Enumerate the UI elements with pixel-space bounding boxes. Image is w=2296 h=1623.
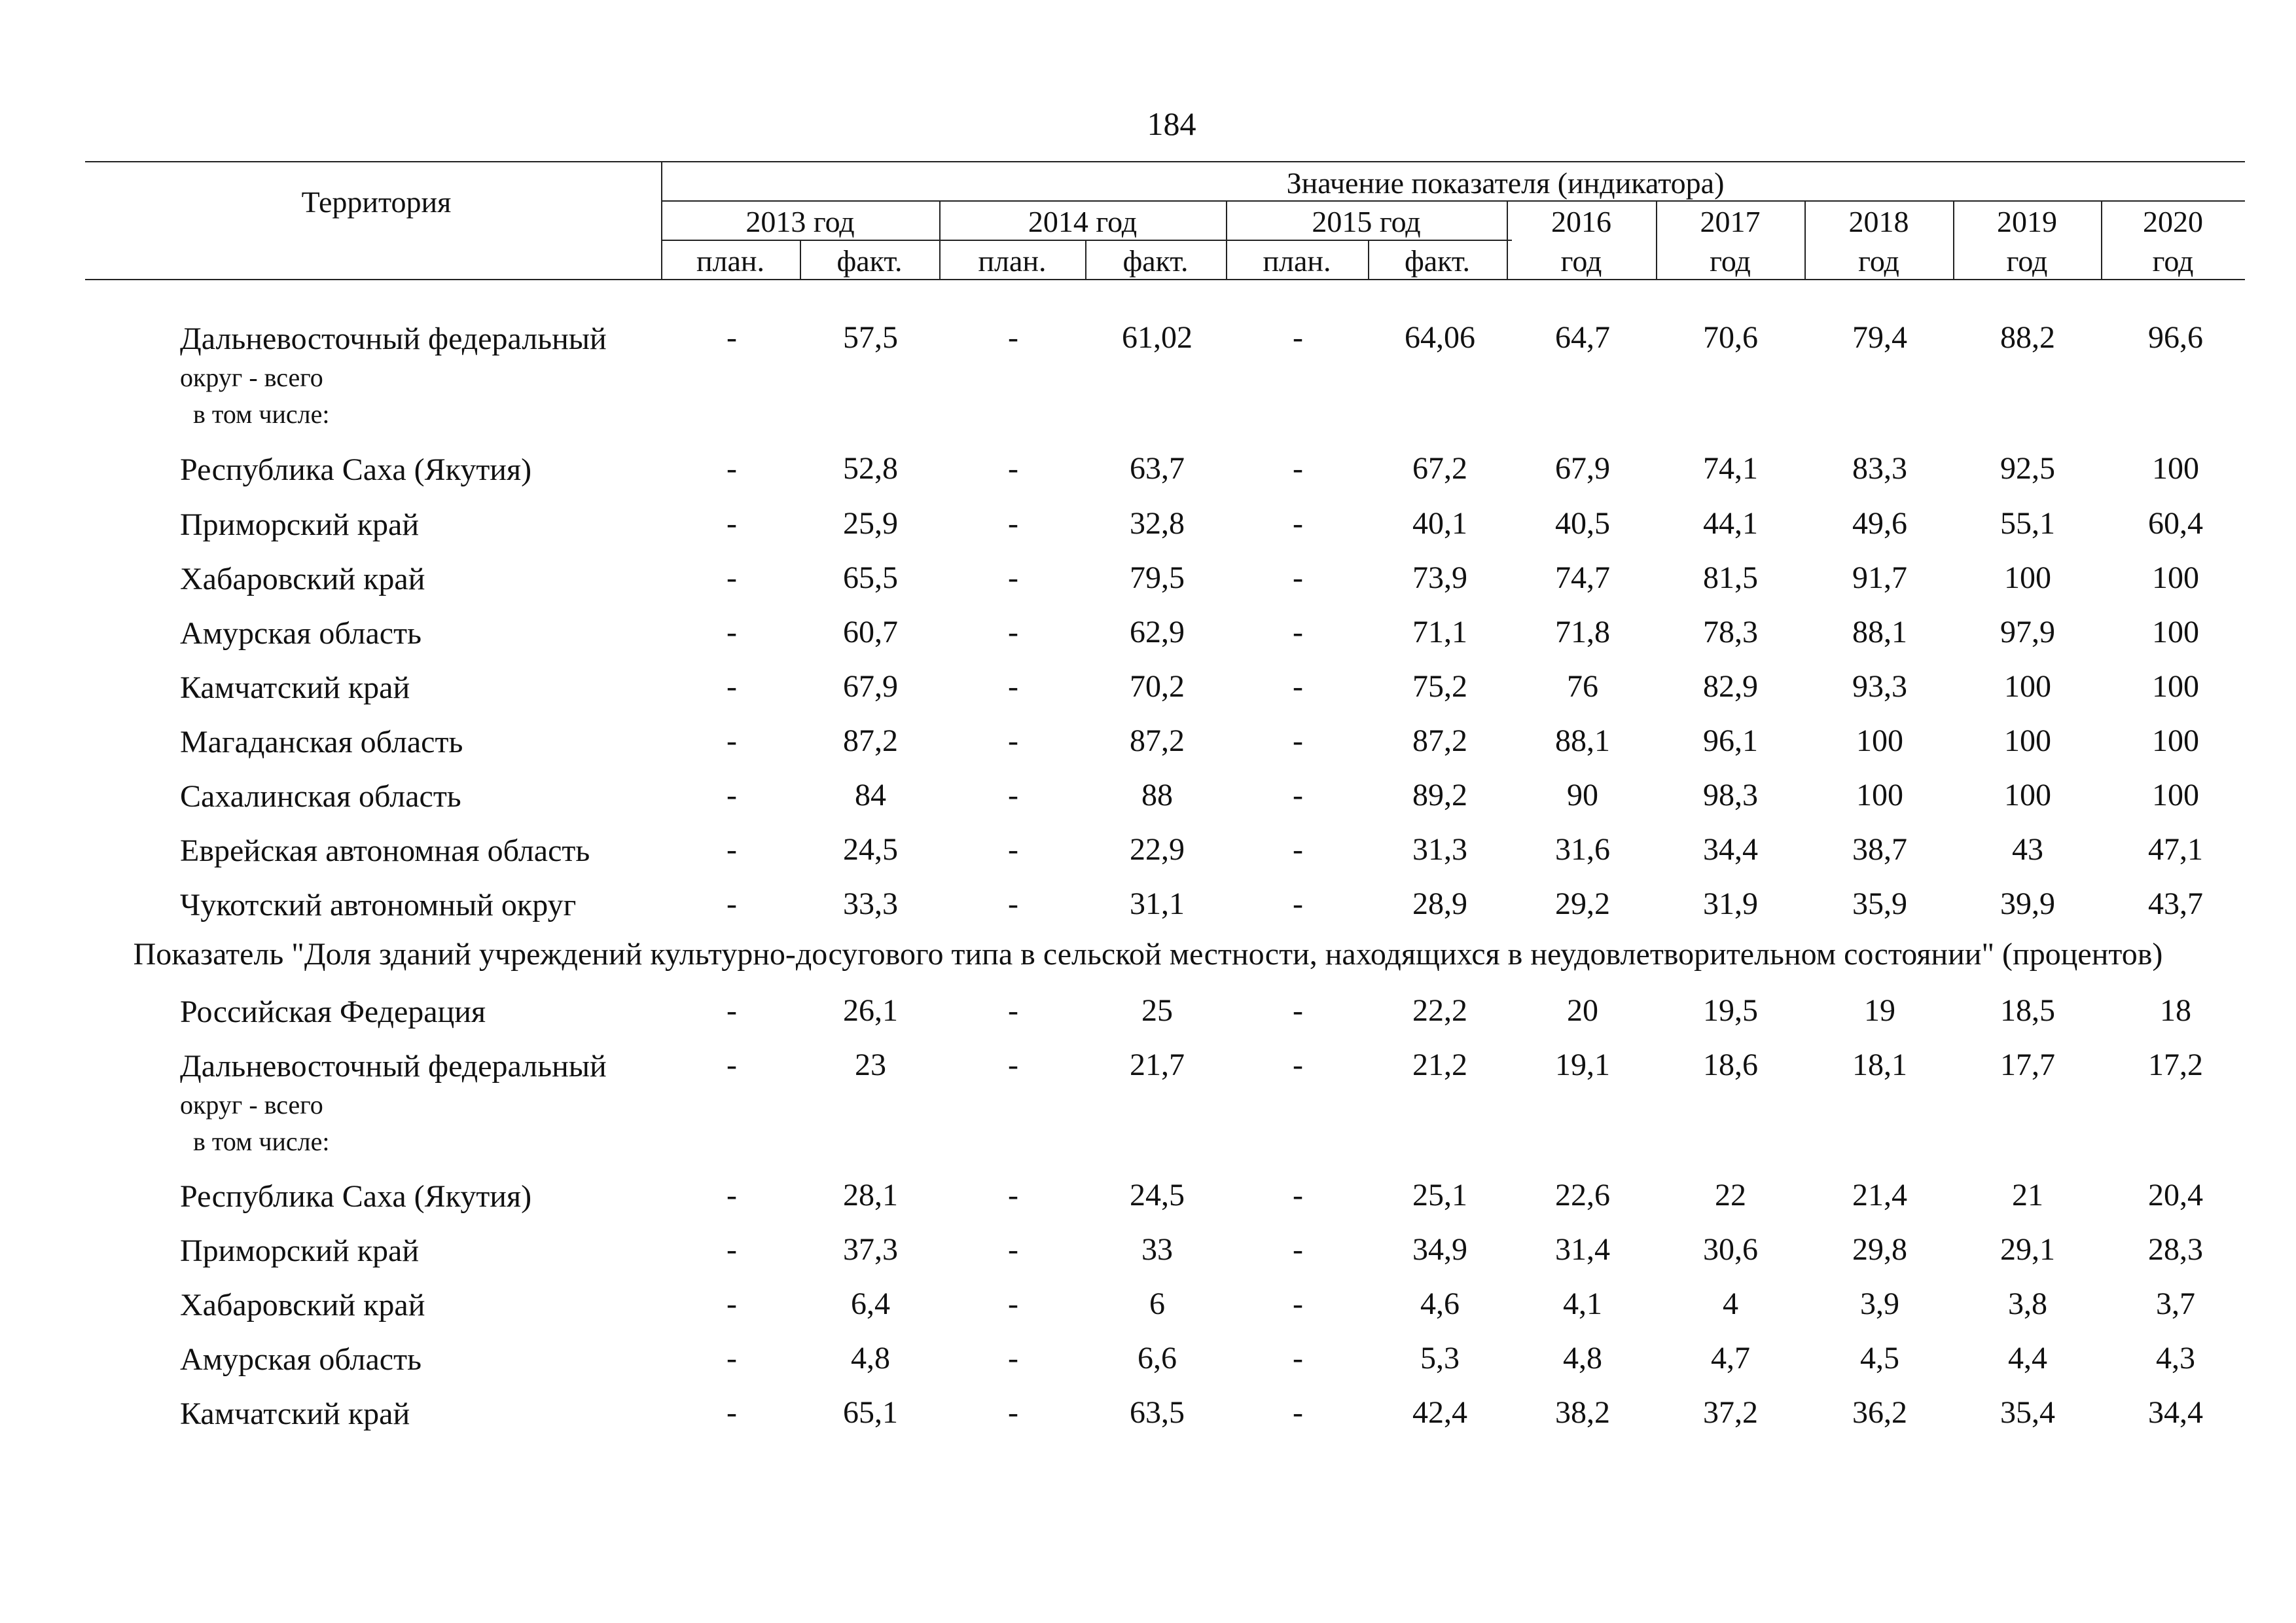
plan-2014-cell: - [1008,1395,1018,1430]
fact-2013-cell: 57,5 [843,320,898,355]
fact-2015-cell: 89,2 [1412,778,1467,812]
value-2017-cell: 98,3 [1703,778,1758,812]
value-2018-cell: 36,2 [1852,1395,1907,1430]
value-2016-cell: 31,6 [1555,832,1610,867]
year-2016-unit: год [1560,244,1602,278]
plan-2013-cell: - [726,506,737,541]
territory-name [180,1177,531,1216]
value-2019-cell: 100 [2004,723,2051,758]
value-2020-cell: 100 [2152,723,2199,758]
value-2018-cell: 19 [1864,993,1895,1028]
fact-2014-cell: 63,5 [1130,1395,1185,1430]
year-2020-header: 2020 [2143,205,2203,238]
plan-2015-cell: - [1293,1232,1303,1267]
fact-2014-cell: 87,2 [1130,723,1185,758]
fact-2014-cell: 70,2 [1130,669,1185,704]
value-2019-cell: 18,5 [2000,993,2055,1028]
territory-name [180,993,486,1032]
value-2020-cell: 4,3 [2156,1341,2195,1376]
value-2019-cell: 29,1 [2000,1232,2055,1267]
plan-2015-cell: - [1293,1178,1303,1213]
territory-name [180,319,607,432]
value-2017-cell: 31,9 [1703,886,1758,921]
value-2016-cell: 4,1 [1563,1286,1602,1321]
fact-2013-cell: 52,8 [843,451,898,486]
plan-2015-cell: - [1293,451,1303,486]
value-2018-cell: 49,6 [1852,506,1907,541]
territory-name-line: Приморский край [180,1233,420,1268]
fact-2013-cell: 33,3 [843,886,898,921]
fact-2015-cell: 64,06 [1405,320,1475,355]
value-2017-cell: 96,1 [1703,723,1758,758]
plan-2014-cell: - [1008,669,1018,704]
plan-2015-cell: - [1293,1048,1303,1082]
territory-name [180,1286,425,1325]
fact-2013-cell: 67,9 [843,669,898,704]
value-2017-cell: 44,1 [1703,506,1758,541]
territory-name-line2: округ - всего [180,1089,323,1120]
value-2018-cell: 100 [1856,723,1903,758]
value-2017-cell: 37,2 [1703,1395,1758,1430]
value-2018-cell: 18,1 [1852,1048,1907,1082]
value-2017-cell: 70,6 [1703,320,1758,355]
plan-2014-cell: - [1008,723,1018,758]
territory-name-line: Хабаровский край [180,562,425,596]
territory-name-line2: округ - всего [180,362,323,392]
value-2020-cell: 47,1 [2148,832,2203,867]
value-2019-cell: 17,7 [2000,1048,2055,1082]
value-2017-cell: 81,5 [1703,560,1758,595]
fact-2015-cell: 4,6 [1420,1286,1460,1321]
territory-name-line: Камчатский край [180,1396,410,1431]
fact-2014-cell: 61,02 [1122,320,1193,355]
year-2015-header: 2015 год [1312,205,1421,238]
value-2019-cell: 4,4 [2008,1341,2047,1376]
year-2017-unit: год [1710,244,1751,278]
value-2019-cell: 100 [2004,560,2051,595]
value-2018-cell: 29,8 [1852,1232,1907,1267]
value-2019-cell: 39,9 [2000,886,2055,921]
territory-name-line: Хабаровский край [180,1288,425,1322]
value-2019-cell: 100 [2004,669,2051,704]
year-2020-unit: год [2152,244,2194,278]
value-2020-cell: 100 [2152,778,2199,812]
fact-2015-cell: 5,3 [1420,1341,1460,1376]
value-2020-cell: 34,4 [2148,1395,2203,1430]
territory-name-line: Приморский край [180,507,420,542]
value-2017-cell: 74,1 [1703,451,1758,486]
value-2020-cell: 18 [2160,993,2191,1028]
value-2019-cell: 35,4 [2000,1395,2055,1430]
plan-2013-cell: - [726,560,737,595]
territory-name [180,505,419,545]
territory-name [180,777,461,816]
value-2016-cell: 74,7 [1555,560,1610,595]
territory-name-note: в том числе: [193,399,330,429]
fact-2015-cell: 34,9 [1412,1232,1467,1267]
year-2019-unit: год [2006,244,2048,278]
value-2018-cell: 21,4 [1852,1178,1907,1213]
fact-2014-cell: 63,7 [1130,451,1185,486]
territory-name [180,450,531,490]
value-2017-cell: 78,3 [1703,615,1758,649]
value-2018-cell: 4,5 [1860,1341,1899,1376]
value-2016-cell: 76 [1567,669,1598,704]
fact-2013-cell: 28,1 [843,1178,898,1213]
plan-2014-cell: - [1008,1232,1018,1267]
plan-2015-header: план. [1263,244,1331,278]
plan-2015-cell: - [1293,778,1303,812]
value-2020-cell: 60,4 [2148,506,2203,541]
value-2017-cell: 82,9 [1703,669,1758,704]
plan-2013-cell: - [726,320,737,355]
plan-2014-header: план. [978,244,1047,278]
plan-2014-cell: - [1008,1341,1018,1376]
value-2018-cell: 88,1 [1852,615,1907,649]
value-2019-cell: 43 [2012,832,2043,867]
value-2016-cell: 40,5 [1555,506,1610,541]
plan-2015-cell: - [1293,560,1303,595]
fact-2015-cell: 28,9 [1412,886,1467,921]
fact-2013-cell: 65,1 [843,1395,898,1430]
territory-name-line: Республика Саха (Якутия) [180,1179,532,1214]
plan-2013-cell: - [726,993,737,1028]
territory-name [180,614,422,653]
fact-2014-cell: 22,9 [1130,832,1185,867]
fact-2015-cell: 67,2 [1412,451,1467,486]
fact-2013-cell: 25,9 [843,506,898,541]
fact-2014-cell: 25 [1141,993,1173,1028]
value-2018-cell: 91,7 [1852,560,1907,595]
territory-name [180,1340,422,1379]
plan-2013-cell: - [726,723,737,758]
plan-2014-cell: - [1008,1048,1018,1082]
value-2020-cell: 28,3 [2148,1232,2203,1267]
territory-name-line: Амурская область [180,616,422,651]
plan-2013-cell: - [726,1048,737,1082]
year-2017-header: 2017 [1700,205,1761,238]
territory-name-line: Дальневосточный федеральный [180,1049,607,1084]
year-2013-header: 2013 год [745,205,855,238]
plan-2014-cell: - [1008,1286,1018,1321]
plan-2015-cell: - [1293,506,1303,541]
page-number: 184 [1147,105,1196,142]
plan-2013-cell: - [726,1341,737,1376]
value-2017-cell: 4,7 [1711,1341,1750,1376]
fact-2013-cell: 4,8 [851,1341,890,1376]
fact-2014-cell: 62,9 [1130,615,1185,649]
territory-name [180,1231,419,1271]
fact-2014-cell: 31,1 [1130,886,1185,921]
value-2018-cell: 3,9 [1860,1286,1899,1321]
fact-2015-cell: 21,2 [1412,1048,1467,1082]
fact-2013-cell: 87,2 [843,723,898,758]
territory-name [180,1395,410,1434]
fact-2013-header: факт. [836,244,903,278]
plan-2013-cell: - [726,886,737,921]
indicator-title: Показатель "Доля зданий учреждений культурно-досугового типа в сельской местности, находящихся в неудовлетворительном состоянии" (процентов) [133,937,2163,972]
value-2019-cell: 92,5 [2000,451,2055,486]
plan-2015-cell: - [1293,669,1303,704]
plan-2014-cell: - [1008,832,1018,867]
value-2017-cell: 22 [1715,1178,1746,1213]
value-2020-cell: 17,2 [2148,1048,2203,1082]
plan-2015-cell: - [1293,1286,1303,1321]
value-2016-cell: 71,8 [1555,615,1610,649]
plan-2014-cell: - [1008,560,1018,595]
value-2018-cell: 100 [1856,778,1903,812]
fact-2013-cell: 60,7 [843,615,898,649]
indicator-header: Значение показателя (индикатора) [1286,166,1725,200]
plan-2014-cell: - [1008,778,1018,812]
plan-2014-cell: - [1008,1178,1018,1213]
fact-2014-cell: 6 [1149,1286,1165,1321]
plan-2013-cell: - [726,451,737,486]
plan-2013-cell: - [726,1178,737,1213]
value-2020-cell: 43,7 [2148,886,2203,921]
plan-2014-cell: - [1008,320,1018,355]
fact-2015-cell: 73,9 [1412,560,1467,595]
value-2016-cell: 29,2 [1555,886,1610,921]
territory-name [180,1047,607,1159]
year-2014-header: 2014 год [1028,205,1138,238]
value-2017-cell: 30,6 [1703,1232,1758,1267]
fact-2015-cell: 71,1 [1412,615,1467,649]
plan-2014-cell: - [1008,993,1018,1028]
fact-2014-cell: 79,5 [1130,560,1185,595]
value-2020-cell: 100 [2152,669,2199,704]
territory-name [180,831,590,871]
value-2019-cell: 55,1 [2000,506,2055,541]
value-2020-cell: 100 [2152,451,2199,486]
value-2016-cell: 38,2 [1555,1395,1610,1430]
territory-name-note: в том числе: [193,1126,330,1156]
plan-2015-cell: - [1293,832,1303,867]
fact-2015-cell: 87,2 [1412,723,1467,758]
value-2020-cell: 20,4 [2148,1178,2203,1213]
value-2017-cell: 4 [1723,1286,1738,1321]
value-2016-cell: 4,8 [1563,1341,1602,1376]
fact-2015-header: факт. [1404,244,1471,278]
value-2018-cell: 35,9 [1852,886,1907,921]
plan-2013-cell: - [726,669,737,704]
territory-name [180,560,425,599]
value-2016-cell: 88,1 [1555,723,1610,758]
value-2019-cell: 88,2 [2000,320,2055,355]
fact-2013-cell: 26,1 [843,993,898,1028]
territory-name-line: Амурская область [180,1342,422,1377]
value-2018-cell: 93,3 [1852,669,1907,704]
territory-name-line: Камчатский край [180,670,410,705]
value-2018-cell: 83,3 [1852,451,1907,486]
fact-2015-cell: 22,2 [1412,993,1467,1028]
fact-2015-cell: 42,4 [1412,1395,1467,1430]
plan-2015-cell: - [1293,723,1303,758]
plan-2015-cell: - [1293,886,1303,921]
value-2019-cell: 97,9 [2000,615,2055,649]
territory-name [180,668,410,708]
territory-name-line: Российская Федерация [180,994,486,1029]
plan-2014-cell: - [1008,615,1018,649]
value-2019-cell: 100 [2004,778,2051,812]
value-2018-cell: 38,7 [1852,832,1907,867]
plan-2013-cell: - [726,1286,737,1321]
value-2016-cell: 67,9 [1555,451,1610,486]
fact-2013-cell: 37,3 [843,1232,898,1267]
plan-2014-cell: - [1008,506,1018,541]
territory-name-line: Еврейская автономная область [180,833,590,868]
fact-2013-cell: 84 [855,778,886,812]
value-2017-cell: 18,6 [1703,1048,1758,1082]
value-2020-cell: 100 [2152,560,2199,595]
plan-2013-header: план. [696,244,765,278]
fact-2014-cell: 24,5 [1130,1178,1185,1213]
year-2018-header: 2018 [1848,205,1909,238]
plan-2013-cell: - [726,1395,737,1430]
fact-2014-cell: 88 [1141,778,1173,812]
value-2020-cell: 96,6 [2148,320,2203,355]
fact-2013-cell: 65,5 [843,560,898,595]
value-2016-cell: 22,6 [1555,1178,1610,1213]
fact-2014-header: факт. [1122,244,1189,278]
plan-2013-cell: - [726,778,737,812]
value-2019-cell: 3,8 [2008,1286,2047,1321]
year-2016-header: 2016 [1551,205,1611,238]
value-2020-cell: 100 [2152,615,2199,649]
fact-2013-cell: 24,5 [843,832,898,867]
territory-name-line: Чукотский автономный округ [180,888,577,922]
plan-2013-cell: - [726,832,737,867]
value-2018-cell: 79,4 [1852,320,1907,355]
plan-2013-cell: - [726,1232,737,1267]
plan-2014-cell: - [1008,451,1018,486]
value-2016-cell: 31,4 [1555,1232,1610,1267]
value-2020-cell: 3,7 [2156,1286,2195,1321]
plan-2015-cell: - [1293,615,1303,649]
year-2019-header: 2019 [1997,205,2057,238]
fact-2015-cell: 75,2 [1412,669,1467,704]
fact-2015-cell: 40,1 [1412,506,1467,541]
value-2017-cell: 34,4 [1703,832,1758,867]
plan-2015-cell: - [1293,1341,1303,1376]
plan-2013-cell: - [726,615,737,649]
value-2017-cell: 19,5 [1703,993,1758,1028]
territory-name-line: Дальневосточный федеральный [180,321,607,356]
plan-2015-cell: - [1293,993,1303,1028]
value-2016-cell: 90 [1567,778,1598,812]
territory-name-line: Сахалинская область [180,779,461,814]
fact-2014-cell: 33 [1141,1232,1173,1267]
territory-name-line: Республика Саха (Якутия) [180,452,532,487]
plan-2015-cell: - [1293,320,1303,355]
plan-2014-cell: - [1008,886,1018,921]
value-2019-cell: 21 [2012,1178,2043,1213]
territory-header: Территория [301,185,452,219]
territory-name-line: Магаданская область [180,725,463,759]
fact-2015-cell: 31,3 [1412,832,1467,867]
value-2016-cell: 19,1 [1555,1048,1610,1082]
fact-2015-cell: 25,1 [1412,1178,1467,1213]
year-2018-unit: год [1858,244,1899,278]
territory-name [180,723,463,762]
plan-2015-cell: - [1293,1395,1303,1430]
fact-2014-cell: 32,8 [1130,506,1185,541]
fact-2014-cell: 21,7 [1130,1048,1185,1082]
value-2016-cell: 64,7 [1555,320,1610,355]
fact-2014-cell: 6,6 [1138,1341,1177,1376]
fact-2013-cell: 6,4 [851,1286,890,1321]
territory-name [180,886,576,925]
value-2016-cell: 20 [1567,993,1598,1028]
fact-2013-cell: 23 [855,1048,886,1082]
